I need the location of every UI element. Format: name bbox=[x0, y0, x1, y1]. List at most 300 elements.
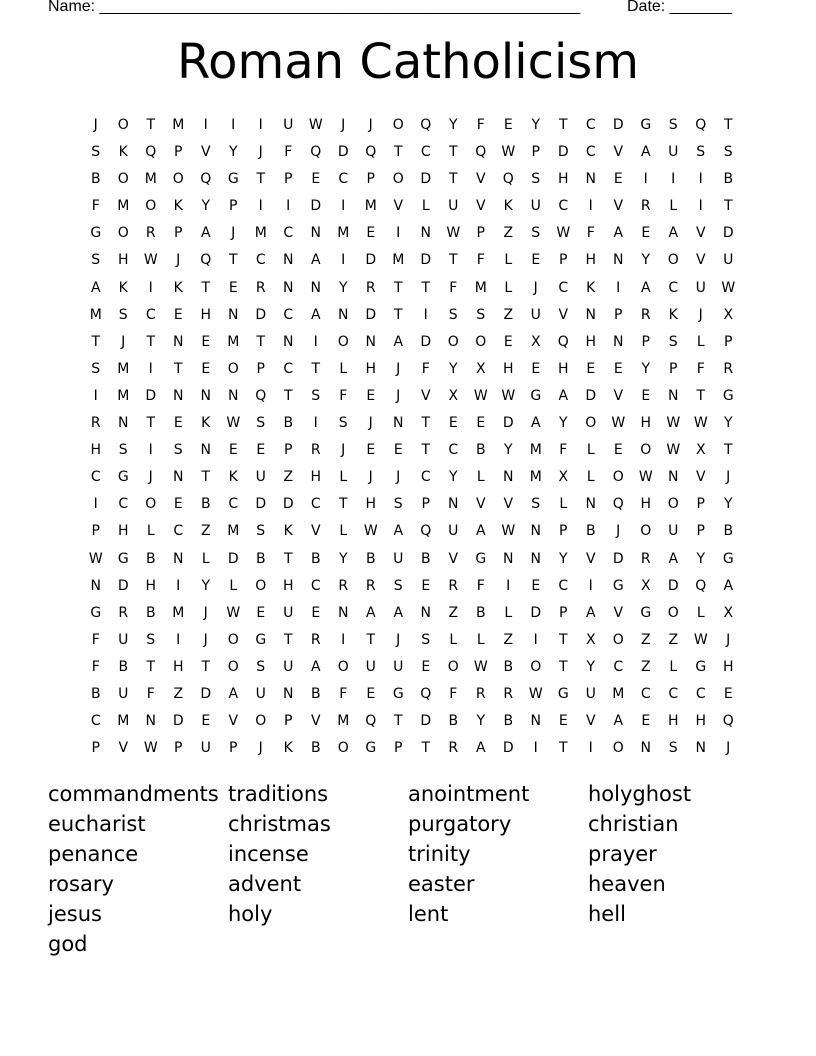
grid-row bbox=[82, 518, 742, 545]
grid-letter: N bbox=[420, 604, 431, 621]
grid-letter: T bbox=[201, 279, 211, 296]
grid-letter: N bbox=[640, 740, 651, 757]
grid-letter: K bbox=[118, 279, 128, 296]
grid-letter: O bbox=[667, 604, 679, 621]
grid-letter: A bbox=[365, 604, 376, 621]
grid-letter: I bbox=[148, 360, 153, 377]
grid-letter: O bbox=[612, 740, 624, 757]
grid-letter: A bbox=[668, 550, 679, 567]
grid-letter: H bbox=[90, 442, 102, 459]
grid-letter: Y bbox=[338, 279, 348, 296]
grid-letter: B bbox=[255, 550, 266, 567]
grid-letter: S bbox=[146, 631, 156, 648]
grid-letter: G bbox=[722, 550, 734, 567]
grid-letter: W bbox=[666, 415, 681, 432]
grid-letter: N bbox=[420, 225, 431, 242]
grid-letter: B bbox=[145, 550, 156, 567]
grid-letter: T bbox=[173, 360, 183, 377]
grid-letter: I bbox=[698, 171, 703, 188]
grid-letter: D bbox=[145, 387, 157, 404]
grid-letter: F bbox=[146, 685, 155, 702]
grid-letter: Z bbox=[503, 225, 514, 242]
grid-letter: Q bbox=[722, 713, 734, 730]
grid-letter: R bbox=[365, 577, 376, 594]
grid-letter: J bbox=[258, 144, 263, 161]
grid-letter: R bbox=[640, 550, 651, 567]
grid-letter: O bbox=[585, 415, 597, 432]
grid-letter: T bbox=[421, 740, 431, 757]
grid-letter: A bbox=[558, 387, 569, 404]
grid-letter: P bbox=[394, 740, 403, 757]
grid-letter: M bbox=[144, 171, 157, 188]
grid-row bbox=[82, 356, 742, 383]
letter-grid bbox=[82, 112, 742, 762]
grid-letter: U bbox=[393, 550, 404, 567]
grid-letter: P bbox=[641, 333, 650, 350]
grid-letter: M bbox=[612, 685, 625, 702]
grid-letter: I bbox=[176, 577, 181, 594]
grid-letter: Y bbox=[448, 117, 458, 133]
grid-letter: W bbox=[143, 252, 158, 269]
grid-letter: G bbox=[640, 117, 652, 133]
grid-letter: N bbox=[338, 604, 349, 621]
grid-letter: F bbox=[284, 144, 293, 161]
grid-letter: E bbox=[613, 360, 623, 377]
grid-letter: E bbox=[476, 415, 486, 432]
grid-letter: I bbox=[588, 577, 593, 594]
grid-letter: S bbox=[256, 658, 266, 675]
grid-letter: H bbox=[557, 171, 569, 188]
grid-letter: S bbox=[531, 496, 541, 513]
grid-letter: O bbox=[475, 333, 487, 350]
grid-letter: V bbox=[393, 198, 404, 215]
grid-letter: R bbox=[448, 740, 459, 757]
grid-letter: V bbox=[448, 550, 459, 567]
word-list-item: purgatory bbox=[408, 812, 512, 836]
grid-letter: O bbox=[255, 713, 267, 730]
grid-letter: N bbox=[613, 333, 624, 350]
grid-letter: T bbox=[558, 631, 568, 648]
grid-letter: N bbox=[585, 306, 596, 323]
grid-letter: W bbox=[88, 550, 103, 567]
word-list-item: easter bbox=[408, 872, 475, 896]
grid-letter: J bbox=[368, 117, 373, 133]
grid-letter: D bbox=[255, 306, 267, 323]
grid-letter: B bbox=[503, 713, 514, 730]
grid-letter: T bbox=[256, 333, 266, 350]
grid-letter: J bbox=[368, 415, 373, 432]
grid-letter: S bbox=[393, 577, 403, 594]
grid-letter: D bbox=[255, 496, 267, 513]
grid-letter: P bbox=[174, 144, 183, 161]
grid-letter: E bbox=[393, 442, 403, 459]
grid-letter: V bbox=[585, 550, 596, 567]
grid-letter: W bbox=[473, 658, 488, 675]
grid-letter: V bbox=[475, 171, 486, 188]
grid-letter: R bbox=[448, 577, 459, 594]
grid-letter: N bbox=[90, 577, 101, 594]
grid-letter: H bbox=[365, 496, 377, 513]
grid-letter: O bbox=[227, 658, 239, 675]
grid-letter: J bbox=[203, 631, 208, 648]
grid-letter: L bbox=[669, 658, 678, 675]
grid-letter: F bbox=[449, 685, 458, 702]
grid-letter: W bbox=[226, 415, 241, 432]
grid-letter: I bbox=[341, 198, 346, 215]
grid-letter: Q bbox=[365, 713, 377, 730]
grid-letter: X bbox=[723, 604, 734, 621]
grid-letter: P bbox=[476, 225, 485, 242]
grid-letter: E bbox=[641, 387, 651, 404]
grid-letter: N bbox=[393, 415, 404, 432]
grid-letter: U bbox=[283, 604, 294, 621]
grid-letter: D bbox=[172, 713, 184, 730]
grid-letter: O bbox=[612, 469, 624, 486]
grid-letter: W bbox=[528, 685, 543, 702]
grid-letter: T bbox=[421, 415, 431, 432]
grid-letter: T bbox=[201, 658, 211, 675]
grid-letter: D bbox=[420, 252, 432, 269]
grid-letter: N bbox=[695, 740, 706, 757]
grid-letter: V bbox=[420, 387, 431, 404]
name-field-label: Name: ______________________________________________________ bbox=[48, 0, 581, 15]
grid-letter: O bbox=[337, 740, 349, 757]
grid-letter: P bbox=[696, 496, 705, 513]
grid-letter: G bbox=[612, 577, 624, 594]
grid-letter: S bbox=[531, 171, 541, 188]
grid-row bbox=[82, 708, 742, 735]
grid-letter: N bbox=[228, 306, 239, 323]
grid-letter: F bbox=[476, 252, 485, 269]
grid-letter: A bbox=[90, 279, 101, 296]
grid-letter: P bbox=[91, 740, 100, 757]
grid-letter: T bbox=[146, 658, 156, 675]
grid-letter: E bbox=[366, 225, 376, 242]
grid-letter: G bbox=[365, 740, 377, 757]
grid-row bbox=[82, 112, 742, 139]
grid-letter: H bbox=[640, 415, 652, 432]
grid-letter: Y bbox=[503, 442, 513, 459]
grid-letter: U bbox=[283, 658, 294, 675]
grid-letter: T bbox=[421, 442, 431, 459]
grid-letter: G bbox=[695, 658, 707, 675]
grid-letter: Q bbox=[612, 496, 624, 513]
grid-letter: S bbox=[118, 306, 128, 323]
grid-letter: C bbox=[668, 685, 679, 702]
grid-letter: M bbox=[254, 225, 267, 242]
grid-letter: T bbox=[393, 713, 403, 730]
grid-letter: G bbox=[530, 387, 542, 404]
grid-letter: E bbox=[421, 658, 431, 675]
grid-letter: T bbox=[558, 740, 568, 757]
grid-letter: G bbox=[640, 604, 652, 621]
grid-letter: J bbox=[231, 225, 236, 242]
grid-letter: C bbox=[90, 713, 101, 730]
grid-letter: N bbox=[200, 442, 211, 459]
grid-letter: T bbox=[558, 658, 568, 675]
word-list-item: commandments bbox=[48, 782, 219, 806]
grid-letter: A bbox=[393, 333, 404, 350]
grid-letter: T bbox=[283, 631, 293, 648]
word-list-item: christian bbox=[588, 812, 679, 836]
grid-letter: L bbox=[476, 469, 485, 486]
grid-letter: T bbox=[146, 333, 156, 350]
grid-letter: G bbox=[90, 604, 102, 621]
grid-letter: O bbox=[145, 198, 157, 215]
grid-letter: Q bbox=[475, 144, 487, 161]
grid-letter: J bbox=[121, 333, 126, 350]
grid-letter: J bbox=[368, 469, 373, 486]
grid-letter: A bbox=[530, 415, 541, 432]
grid-letter: E bbox=[448, 415, 458, 432]
grid-row bbox=[82, 735, 742, 762]
grid-letter: O bbox=[227, 631, 239, 648]
word-list-item: traditions bbox=[228, 782, 329, 806]
grid-letter: B bbox=[723, 171, 734, 188]
grid-letter: K bbox=[503, 198, 513, 215]
grid-letter: U bbox=[255, 469, 266, 486]
grid-letter: Z bbox=[283, 469, 294, 486]
grid-row bbox=[82, 627, 742, 654]
grid-letter: V bbox=[695, 225, 706, 242]
grid-letter: Y bbox=[586, 658, 596, 675]
grid-letter: E bbox=[173, 306, 183, 323]
grid-letter: E bbox=[421, 577, 431, 594]
grid-letter: C bbox=[310, 577, 321, 594]
grid-letter: T bbox=[146, 117, 156, 133]
grid-letter: D bbox=[365, 306, 377, 323]
word-list-item: eucharist bbox=[48, 812, 146, 836]
grid-letter: O bbox=[172, 171, 184, 188]
word-list-item: hell bbox=[588, 902, 626, 926]
grid-letter: G bbox=[90, 225, 102, 242]
grid-letter: Z bbox=[503, 631, 514, 648]
grid-row bbox=[82, 464, 742, 491]
grid-letter: S bbox=[91, 360, 101, 377]
grid-letter: T bbox=[558, 117, 568, 133]
grid-letter: A bbox=[310, 252, 321, 269]
grid-letter: E bbox=[173, 415, 183, 432]
grid-row bbox=[82, 139, 742, 166]
grid-letter: J bbox=[616, 523, 621, 540]
grid-letter: J bbox=[396, 469, 401, 486]
grid-letter: Q bbox=[255, 387, 267, 404]
grid-letter: I bbox=[231, 117, 236, 133]
grid-letter: N bbox=[283, 279, 294, 296]
grid-letter: J bbox=[176, 252, 181, 269]
grid-letter: X bbox=[723, 306, 734, 323]
grid-letter: P bbox=[669, 360, 678, 377]
grid-letter: L bbox=[146, 523, 155, 540]
grid-letter: D bbox=[585, 387, 597, 404]
grid-letter: X bbox=[640, 577, 651, 594]
grid-letter: N bbox=[613, 252, 624, 269]
grid-letter: P bbox=[256, 360, 265, 377]
grid-letter: N bbox=[310, 279, 321, 296]
grid-letter: R bbox=[640, 306, 651, 323]
grid-letter: J bbox=[726, 469, 731, 486]
grid-letter: G bbox=[475, 550, 487, 567]
grid-letter: M bbox=[117, 713, 130, 730]
grid-letter: W bbox=[501, 523, 516, 540]
grid-letter: T bbox=[256, 171, 266, 188]
grid-letter: M bbox=[117, 198, 130, 215]
grid-letter: X bbox=[695, 442, 706, 459]
grid-letter: X bbox=[585, 631, 596, 648]
grid-letter: Q bbox=[502, 171, 514, 188]
grid-letter: B bbox=[310, 685, 321, 702]
grid-row bbox=[82, 220, 742, 247]
grid-letter: C bbox=[255, 252, 266, 269]
word-list-item: christmas bbox=[228, 812, 331, 836]
grid-letter: N bbox=[365, 333, 376, 350]
grid-letter: D bbox=[420, 333, 432, 350]
grid-letter: I bbox=[423, 306, 428, 323]
grid-letter: M bbox=[117, 387, 130, 404]
grid-row bbox=[82, 166, 742, 193]
grid-letter: U bbox=[585, 685, 596, 702]
word-list-item: holy bbox=[228, 902, 273, 926]
grid-letter: A bbox=[585, 604, 596, 621]
grid-letter: L bbox=[476, 631, 485, 648]
grid-letter: C bbox=[668, 279, 679, 296]
grid-letter: S bbox=[338, 415, 348, 432]
grid-letter: C bbox=[228, 496, 239, 513]
grid-letter: U bbox=[365, 658, 376, 675]
grid-letter: P bbox=[614, 306, 623, 323]
grid-letter: I bbox=[313, 333, 318, 350]
grid-letter: O bbox=[612, 631, 624, 648]
grid-letter: E bbox=[613, 171, 623, 188]
grid-letter: I bbox=[258, 198, 263, 215]
grid-letter: P bbox=[366, 171, 375, 188]
grid-letter: A bbox=[640, 279, 651, 296]
grid-row bbox=[82, 491, 742, 518]
grid-letter: D bbox=[200, 685, 212, 702]
grid-letter: A bbox=[613, 225, 624, 242]
grid-letter: N bbox=[173, 333, 184, 350]
grid-letter: X bbox=[475, 360, 486, 377]
grid-letter: U bbox=[283, 117, 294, 133]
grid-letter: V bbox=[558, 306, 569, 323]
grid-letter: D bbox=[557, 144, 569, 161]
grid-letter: Q bbox=[365, 144, 377, 161]
grid-letter: K bbox=[228, 469, 238, 486]
grid-letter: F bbox=[339, 387, 348, 404]
word-list-item: trinity bbox=[408, 842, 471, 866]
grid-letter: N bbox=[173, 387, 184, 404]
word-list-item: advent bbox=[228, 872, 302, 896]
grid-letter: T bbox=[338, 496, 348, 513]
grid-row bbox=[82, 546, 742, 573]
grid-letter: J bbox=[93, 117, 98, 133]
grid-letter: T bbox=[448, 144, 458, 161]
grid-letter: H bbox=[640, 496, 652, 513]
grid-letter: D bbox=[117, 577, 129, 594]
grid-letter: N bbox=[173, 469, 184, 486]
word-list-item: incense bbox=[228, 842, 309, 866]
grid-letter: N bbox=[668, 387, 679, 404]
grid-letter: V bbox=[695, 252, 706, 269]
grid-letter: W bbox=[721, 279, 736, 296]
grid-letter: V bbox=[613, 387, 624, 404]
grid-letter: N bbox=[338, 306, 349, 323]
grid-letter: J bbox=[258, 740, 263, 757]
grid-letter: D bbox=[667, 577, 679, 594]
grid-letter: T bbox=[723, 198, 733, 215]
grid-letter: M bbox=[337, 225, 350, 242]
grid-letter: S bbox=[668, 333, 678, 350]
grid-letter: F bbox=[91, 658, 100, 675]
grid-letter: H bbox=[502, 360, 514, 377]
grid-letter: E bbox=[256, 604, 266, 621]
grid-letter: I bbox=[93, 496, 98, 513]
grid-letter: J bbox=[341, 442, 346, 459]
grid-letter: O bbox=[255, 577, 267, 594]
grid-letter: R bbox=[118, 604, 129, 621]
grid-letter: N bbox=[310, 225, 321, 242]
grid-letter: A bbox=[200, 225, 211, 242]
grid-letter: H bbox=[117, 523, 129, 540]
grid-letter: E bbox=[311, 171, 321, 188]
grid-letter: K bbox=[586, 279, 596, 296]
grid-letter: C bbox=[558, 279, 569, 296]
grid-letter: N bbox=[145, 713, 156, 730]
grid-letter: E bbox=[531, 360, 541, 377]
grid-row bbox=[82, 410, 742, 437]
grid-letter: W bbox=[143, 740, 158, 757]
grid-letter: E bbox=[201, 360, 211, 377]
grid-letter: C bbox=[118, 496, 129, 513]
grid-letter: V bbox=[228, 713, 239, 730]
grid-letter: U bbox=[668, 523, 679, 540]
grid-letter: K bbox=[283, 523, 293, 540]
grid-letter: M bbox=[337, 713, 350, 730]
grid-letter: E bbox=[641, 225, 651, 242]
grid-letter: N bbox=[530, 713, 541, 730]
grid-letter: B bbox=[475, 442, 486, 459]
grid-letter: Q bbox=[557, 333, 569, 350]
grid-letter: E bbox=[228, 279, 238, 296]
grid-letter: I bbox=[533, 740, 538, 757]
word-list bbox=[48, 779, 768, 959]
grid-letter: B bbox=[200, 496, 211, 513]
grid-letter: T bbox=[366, 631, 376, 648]
grid-letter: P bbox=[421, 496, 430, 513]
grid-letter: L bbox=[504, 279, 513, 296]
grid-letter: D bbox=[612, 550, 624, 567]
grid-letter: V bbox=[475, 198, 486, 215]
grid-letter: U bbox=[448, 198, 459, 215]
grid-letter: V bbox=[200, 144, 211, 161]
grid-letter: M bbox=[392, 252, 405, 269]
grid-letter: C bbox=[283, 225, 294, 242]
grid-letter: X bbox=[530, 333, 541, 350]
grid-letter: F bbox=[339, 685, 348, 702]
grid-letter: V bbox=[310, 523, 321, 540]
grid-letter: U bbox=[200, 740, 211, 757]
grid-row bbox=[82, 247, 742, 274]
grid-letter: J bbox=[726, 631, 731, 648]
grid-letter: R bbox=[723, 360, 734, 377]
grid-letter: C bbox=[420, 469, 431, 486]
grid-letter: M bbox=[529, 442, 542, 459]
grid-letter: W bbox=[638, 469, 653, 486]
grid-letter: N bbox=[503, 469, 514, 486]
grid-letter: I bbox=[396, 225, 401, 242]
grid-letter: L bbox=[504, 252, 513, 269]
grid-letter: Q bbox=[310, 144, 322, 161]
